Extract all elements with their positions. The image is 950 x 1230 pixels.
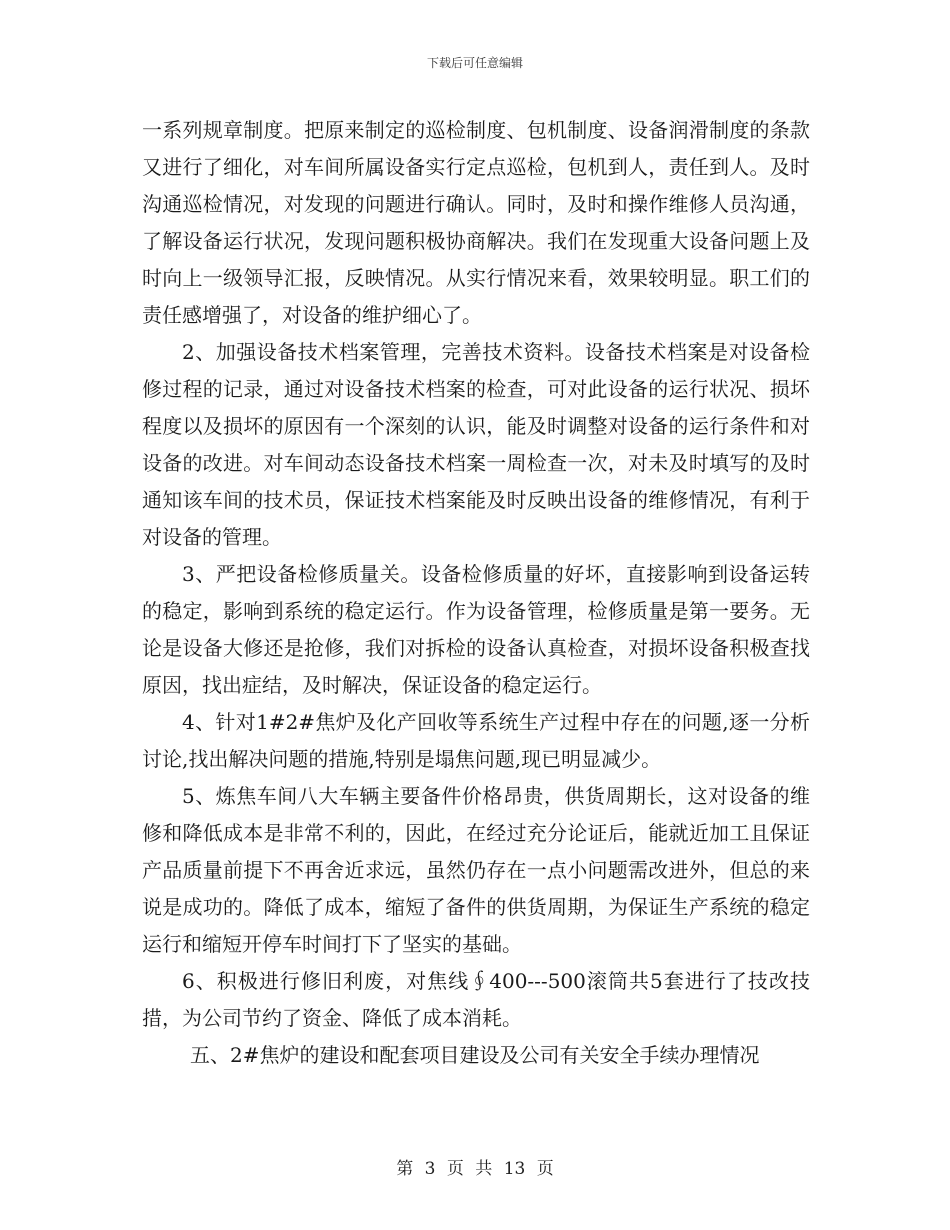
paragraph-item-3: 3、严把设备检修质量关。设备检修质量的好坏，直接影响到设备运转的稳定，影响到系统的稳定运行。作为设备管理，检修质量是第一要务。无论是设备大修还是抢修，我们对拆检的设备认真检查，对损坏设备积极查找原因，找出症结，及时解决，保证设备的稳定运行。 bbox=[142, 562, 810, 697]
paragraph-item-4: 4、针对1#2#焦炉及化产回收等系统生产过程中存在的问题,逐一分析讨论,找出解决问题的措施,特别是塌焦问题,现已明显减少。 bbox=[142, 710, 810, 771]
paragraph-item-2: 2、加强设备技术档案管理，完善技术资料。设备技术档案是对设备检修过程的记录，通过对设备技术档案的检查，可对此设备的运行状况、损坏程度以及损坏的原因有一个深刻的认识，能及时调整对设备的运行条件和对设备的改进。对车间动态设备技术档案一周检查一次，对未及时填写的及时通知该车间的技术员，保证技术档案能及时反映出设备的维修情况，有利于对设备的管理。 bbox=[142, 340, 810, 549]
paragraph-item-6: 6、积极进行修旧利废，对焦线∮400---500滚筒共5套进行了技改技措，为公司节约了资金、降低了成本消耗。 bbox=[142, 969, 810, 1030]
page-header-note: 下载后可任意编辑 bbox=[426, 56, 523, 70]
page-number-footer: 第 3 页 共 13 页 bbox=[396, 1159, 554, 1179]
paragraph-item-5: 5、炼焦车间八大车辆主要备件价格昂贵，供货周期长，这对设备的维修和降低成本是非常不利的，因此，在经过充分论证后，能就近加工且保证产品质量前提下不再舍近求远，虽然仍存在一点小问题需改进外，但总的来说是成功的。降低了成本，缩短了备件的供货周期，为保证生产系统的稳定运行和缩短开停车时间打下了坚实的基础。 bbox=[142, 784, 810, 956]
document-body bbox=[142, 112, 810, 1074]
section-heading-5: 五、2#焦炉的建设和配套项目建设及公司有关安全手续办理情况 bbox=[190, 1043, 760, 1067]
paragraph-continuation: 一系列规章制度。把原来制定的巡检制度、包机制度、设备润滑制度的条款又进行了细化，对车间所属设备实行定点巡检，包机到人，责任到人。及时沟通巡检情况，对发现的问题进行确认。同时，及时和操作维修人员沟通，了解设备运行状况，发现问题积极协商解决。我们在发现重大设备问题上及时向上一级领导汇报，反映情况。从实行情况来看，效果较明显。职工们的责任感增强了，对设备的维护细心了。 bbox=[142, 118, 810, 327]
